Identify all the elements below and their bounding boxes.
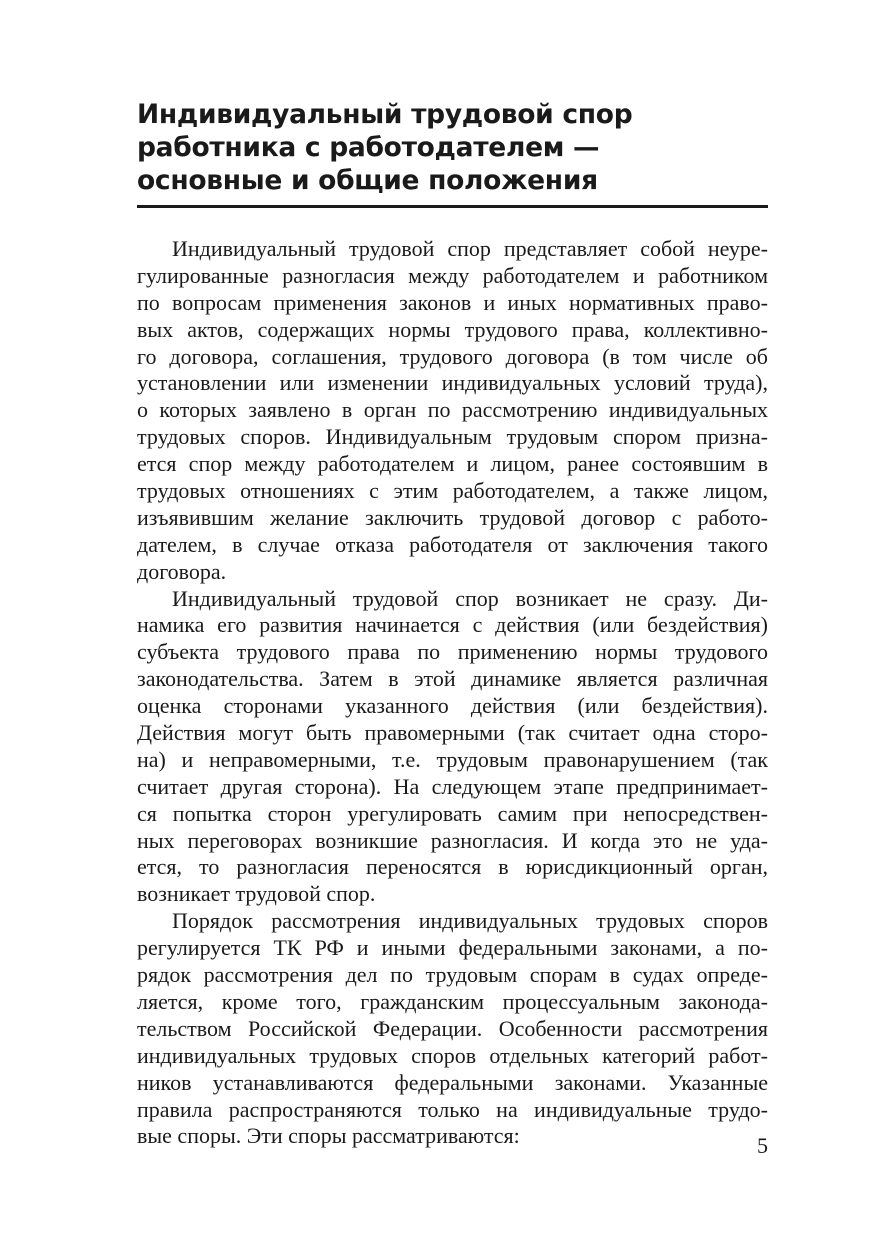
- heading-line: работника с работодателем —: [137, 132, 600, 163]
- text-line: на) и неправомерными, т.е. трудовым правонарушением (так: [137, 746, 768, 772]
- text-line: дателем, в случае отказа работодателя от заключения такого: [137, 531, 768, 557]
- text-line: ется спор между работодателем и лицом, ранее состоявшим в: [137, 451, 768, 477]
- text-line: ется, то разногласия переносятся в юрисдикционный орган,: [137, 854, 768, 880]
- text-line: тельством Российской Федерации. Особенности рассмотрения: [137, 1015, 768, 1041]
- text-line: ных переговорах возникшие разногласия. И когда это не уда-: [137, 827, 768, 853]
- text-line: договора.: [137, 558, 227, 584]
- text-line: Индивидуальный трудовой спор возникает не сразу. Ди-: [172, 585, 768, 611]
- text-line: гулированные разногласия между работодателем и работником: [137, 262, 768, 288]
- paragraph-3: [137, 908, 768, 1150]
- text-line: трудовых споров. Индивидуальным трудовым спором призна-: [137, 424, 768, 450]
- text-line: изъявившим желание заключить трудовой договор с работо-: [137, 504, 768, 530]
- text-line: рядок рассмотрения дел по трудовым спорам в судах опреде-: [137, 962, 768, 988]
- text-line: трудовых отношениях с этим работодателем, а также лицом,: [137, 478, 768, 504]
- section-heading: [137, 98, 777, 197]
- body-text: [137, 236, 768, 1150]
- paragraph-2: [137, 586, 768, 909]
- text-line: считает другая сторона). На следующем этапе предпринимает-: [137, 773, 768, 799]
- text-line: индивидуальных трудовых споров отдельных категорий работ-: [137, 1042, 768, 1068]
- heading-line: основные и общие положения: [137, 165, 598, 196]
- paragraph-1: [137, 236, 768, 586]
- text-line: намика его развития начинается с действия (или бездействия): [137, 612, 768, 638]
- text-line: ся попытка сторон урегулировать самим при непосредствен-: [137, 800, 768, 826]
- text-line: вых актов, содержащих нормы трудового права, коллективно-: [137, 316, 768, 342]
- text-line: вые споры. Эти споры рассматриваются:: [137, 1123, 520, 1149]
- text-line: Индивидуальный трудовой спор представляет собой неуре-: [172, 236, 768, 261]
- text-line: возникает трудовой спор.: [137, 881, 376, 907]
- text-line: Действия могут быть правомерными (так считает одна сторо-: [137, 720, 768, 746]
- page-number: 5: [757, 1133, 768, 1158]
- text-line: регулируется ТК РФ и иными федеральными законами, а по-: [137, 935, 768, 961]
- text-line: ников устанавливаются федеральными законами. Указанные: [137, 1069, 768, 1095]
- heading-line: Индивидуальный трудовой спор: [137, 99, 633, 130]
- text-line: го договора, соглашения, трудового договора (в том числе об: [137, 343, 768, 369]
- text-line: ляется, кроме того, гражданским процессуальным законода-: [137, 988, 768, 1014]
- text-line: по вопросам применения законов и иных нормативных право-: [137, 289, 768, 315]
- text-line: субъекта трудового права по применению нормы трудового: [137, 639, 768, 665]
- text-line: законодательства. Затем в этой динамике является различная: [137, 666, 768, 692]
- text-line: правила распространяются только на индивидуальные трудо-: [137, 1096, 768, 1122]
- text-line: Порядок рассмотрения индивидуальных трудовых споров: [172, 908, 768, 934]
- heading-rule: [137, 205, 768, 208]
- text-line: установлении или изменении индивидуальных условий труда),: [137, 370, 768, 396]
- text-line: оценка сторонами указанного действия (или бездействия).: [137, 693, 768, 719]
- text-line: о которых заявлено в орган по рассмотрению индивидуальных: [137, 397, 768, 423]
